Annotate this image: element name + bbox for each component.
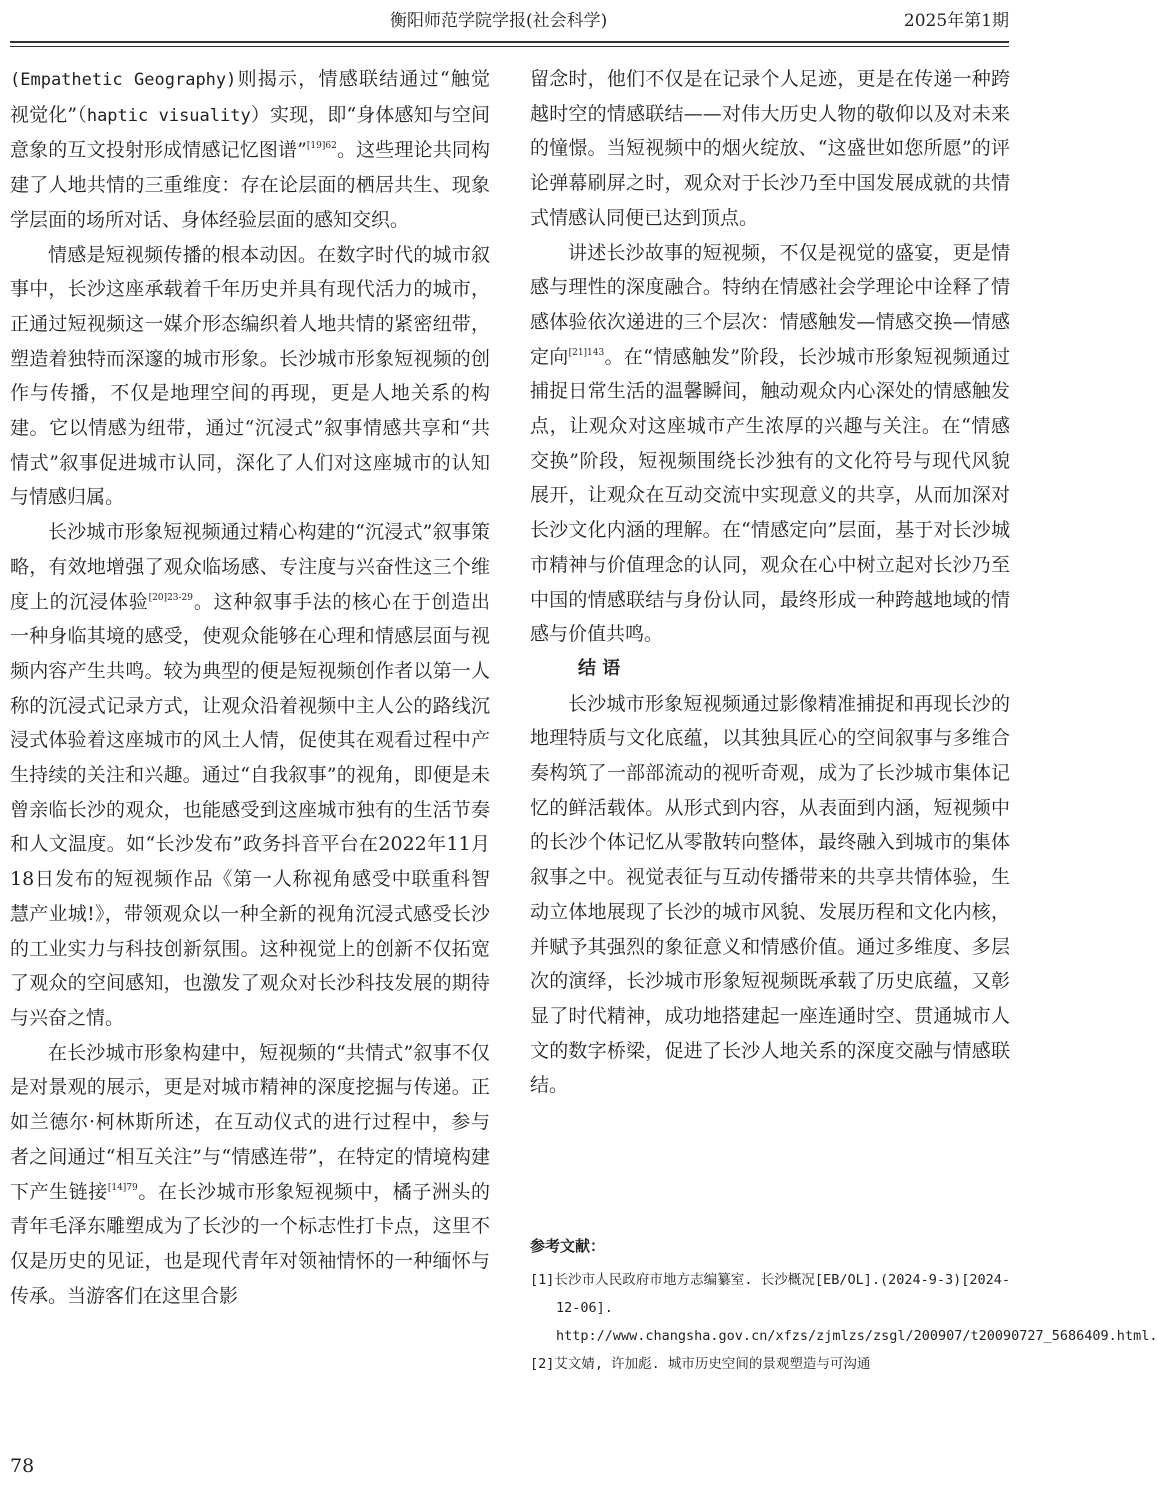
page-number: 78	[10, 1455, 35, 1477]
reference-item: [1]长沙市人民政府市地方志编纂室. 长沙概况[EB/OL].(2024-9-3)[2024-12-06]. http://www.changsha.gov.cn/xfzs/zjmlzs/zsgl/200907/t20090727_5686409.html.	[530, 1272, 1157, 1344]
citation: [21]143	[568, 347, 605, 358]
issue-label: 2025年第1期	[903, 11, 1009, 31]
running-header	[10, 6, 1009, 36]
citation: [20]23-29	[148, 592, 194, 603]
paragraph: 长沙城市形象短视频通过影像精准捕捉和再现长沙的地理特质与文化底蕴，以其独具匠心的空间叙事与多维合奏构筑了一部部流动的视听奇观，成为了长沙城市集体记忆的鲜活载体。从形式到内容，从表面到内涵，短视频中的长沙个体记忆从零散转向整体，最终融入到城市的集体叙事之中。视觉表征与互动传播带来的共享共情体验，生动立体地展现了长沙的城市风貌、发展历程和文化内核，并赋予其强烈的象征意义和情感价值。通过多维度、多层次的演绎，长沙城市形象短视频既承载了历史底蕴，又彰显了时代精神，成功地搭建起一座连通时空、贯通城市人文的数字桥梁，促进了长沙人地关系的深度交融与情感联结。	[530, 692, 1010, 1097]
text-run: 则揭示，情感联结通过“触觉视觉化”（	[10, 68, 490, 126]
header-rule-thin	[10, 46, 1009, 47]
text-run: 。在长沙城市形象短视频中，橘子洲头的青年毛泽东雕塑成为了长沙的一个标志性打卡点，这里不仅是历史的见证，也是现代青年对领袖情怀的一种缅怀与传承。当游客们在这里合影	[10, 1180, 490, 1307]
paragraph	[10, 1036, 490, 1314]
paragraph	[10, 515, 490, 1036]
text-run: 。这些理论共同构建了人地共情的三重维度：存在论层面的栖居共生、现象学层面的场所对话、身体经验层面的感知交织。	[10, 139, 490, 231]
text-run: 讲述长沙故事的短视频，不仅是视觉的盛宴，更是情感与理性的深度融合。特纳在情感社会学理论中诠释了情感体验依次递进的三个层次：情感触发—情感交换—情感定向	[530, 241, 1010, 368]
references-title: 参考文献：	[530, 1237, 606, 1255]
text-run: 在长沙城市形象构建中，短视频的“共情式”叙事不仅是对景观的展示，更是对城市精神的深度挖掘与传递。正如兰德尔·柯林斯所述，在互动仪式的进行过程中，参与者之间通过“相互关注”与“情感连带”，在特定的情境构建下产生链接	[10, 1041, 490, 1203]
inline-term: haptic visuality	[86, 105, 251, 126]
paragraph: 留念时，他们不仅是在记录个人足迹，更是在传递一种跨越时空的情感联结——对伟大历史人物的敬仰以及对未来的憧憬。当短视频中的烟火绽放、“这盛世如您所愿”的评论弹幕刷屏之时，观众对于长沙乃至中国发展成就的共情式情感认同便已达到顶点。	[530, 68, 1010, 229]
text-run: 。这种叙事手法的核心在于创造出一种身临其境的感受，使观众能够在心理和情感层面与视频内容产生共鸣。较为典型的便是短视频创作者以第一人称的沉浸式记录方式，让观众沿着视频中主人公的路线沉浸式体验着这座城市的风土人情，促使其在观看过程中产生持续的关注和兴趣。通过“自我叙事”的视角，即便是未曾亲临长沙的观众，也能感受到这座城市独有的生活节奏和人文温度。如“长沙发布”政务抖音平台在2022年11月18日发布的短视频作品《第一人称视角感受中联重科智慧产业城!》，带领观众以一种全新的视角沉浸式感受长沙的工业实力与科技创新氛围。这种视觉上的创新不仅拓宽了观众的空间感知，也激发了观众对长沙科技发展的期待与兴奋之情。	[10, 590, 490, 1029]
paragraph	[530, 236, 1010, 652]
left-column	[10, 62, 490, 1313]
citation: [14]79	[107, 1182, 138, 1193]
journal-title: 衡阳师范学院学报(社会科学)	[390, 11, 608, 31]
text-run: 长沙城市形象短视频通过精心构建的“沉浸式”叙事策略，有效地增强了观众临场感、专注度与兴奋性这三个维度上的沉浸体验	[10, 521, 490, 613]
right-column	[530, 62, 1010, 1103]
inline-term: (Empathetic Geography)	[10, 70, 237, 90]
references-section	[530, 1232, 1157, 1378]
text-run: 。在“情感触发”阶段，长沙城市形象短视频通过捕捉日常生活的温馨瞬间，触动观众内心深处的情感触发点，让观众对这座城市产生浓厚的兴趣与关注。在“情感交换”阶段，短视频围绕长沙独有的文化符号与现代风貌展开，让观众在互动交流中实现意义的共享，从而加深对长沙文化内涵的理解。在“情感定向”层面，基于对长沙城市精神与价值理念的认同，观众在心中树立起对长沙乃至中国的情感联结与身份认同，最终形成一种跨越地域的情感与价值共鸣。	[530, 345, 1010, 646]
paragraph: 情感是短视频传播的根本动因。在数字时代的城市叙事中，长沙这座承载着千年历史并具有现代活力的城市，正通过短视频这一媒介形态编织着人地共情的紧密纽带，塑造着独特而深邃的城市形象。长沙城市形象短视频的创作与传播，不仅是地理空间的再现，更是人地关系的构建。它以情感为纽带，通过“沉浸式”叙事情感共享和“共情式”叙事促进城市认同，深化了人们对这座城市的认知与情感归属。	[10, 243, 490, 509]
section-heading: 结 语	[578, 657, 621, 679]
text-run: ）实现，即“身体感知与空间意象的互文投射形成情感记忆图谱”	[10, 103, 491, 162]
header-rule-thick	[10, 41, 1009, 43]
citation: [19]62	[306, 141, 337, 152]
paragraph	[10, 62, 490, 238]
reference-item: [2]艾文婧, 许加彪. 城市历史空间的景观塑造与可沟通	[530, 1356, 871, 1372]
